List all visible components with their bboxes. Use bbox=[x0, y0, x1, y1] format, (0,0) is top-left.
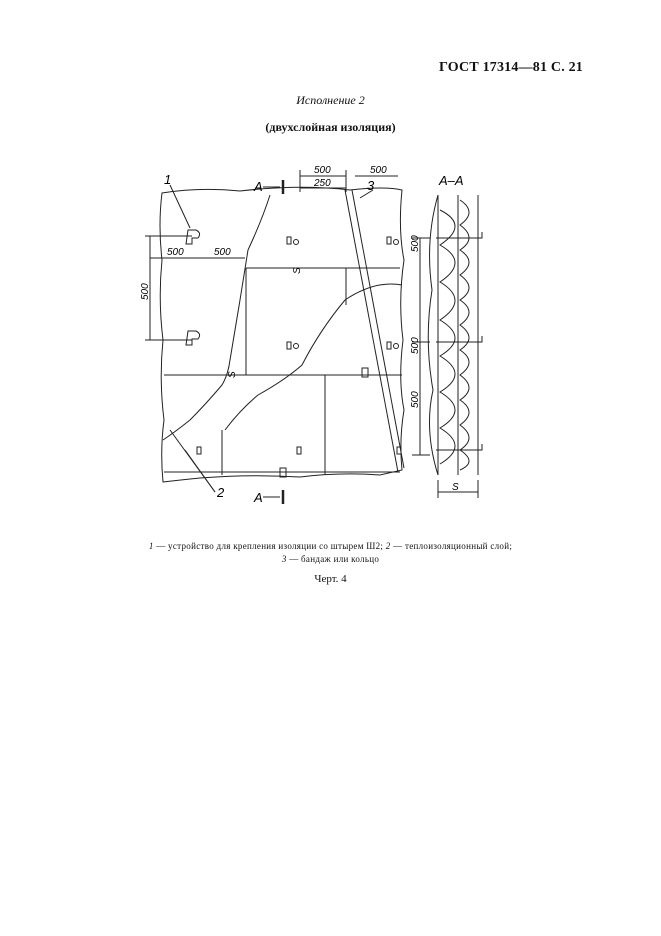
figure-caption bbox=[0, 540, 661, 566]
caption-text-2: — теплоизоляционный слой; bbox=[390, 541, 513, 551]
label-s-section: S bbox=[452, 482, 459, 493]
caption-text-1: — устройство для крепления изоляции со штырем Ш2; bbox=[153, 541, 386, 551]
figure-number: Черт. 4 bbox=[314, 573, 347, 585]
label-item-3: 3 bbox=[367, 178, 375, 193]
caption-num-3: 3 bbox=[281, 554, 287, 564]
dim-500-h-a: 500 bbox=[167, 247, 184, 258]
subtitle: (двухслойная изоляция) bbox=[265, 120, 396, 134]
caption-num-2: 2 bbox=[385, 541, 391, 551]
dim-500-v-left: 500 bbox=[140, 283, 151, 300]
label-s-2: S bbox=[227, 371, 238, 378]
label-section-top: A bbox=[254, 179, 263, 194]
label-s-1: S bbox=[292, 267, 303, 274]
caption-text-3: — бандаж или кольцо bbox=[286, 554, 380, 564]
label-section-bottom: A bbox=[254, 490, 263, 505]
tear-line-lower bbox=[225, 284, 402, 430]
tear-line-upper bbox=[163, 195, 270, 440]
label-item-2: 2 bbox=[217, 485, 225, 500]
outer-boundary bbox=[160, 187, 404, 482]
dim-500-top-a: 500 bbox=[314, 165, 331, 176]
label-item-1: 1 bbox=[164, 172, 172, 187]
dim-500-v-r2: 500 bbox=[410, 337, 421, 354]
dim-250: 250 bbox=[314, 178, 331, 189]
dim-500-v-r1: 500 bbox=[410, 235, 421, 252]
dim-500-top-b: 500 bbox=[370, 165, 387, 176]
page-header: ГОСТ 17314—81 С. 21 bbox=[439, 60, 583, 75]
section-insulation-outer bbox=[428, 195, 438, 475]
variant-title: Исполнение 2 bbox=[296, 93, 365, 107]
dim-500-v-r3: 500 bbox=[410, 391, 421, 408]
dim-500-h-b: 500 bbox=[214, 247, 231, 258]
label-section-view: A–A bbox=[439, 173, 464, 188]
caption-num-1: 1 bbox=[148, 541, 154, 551]
